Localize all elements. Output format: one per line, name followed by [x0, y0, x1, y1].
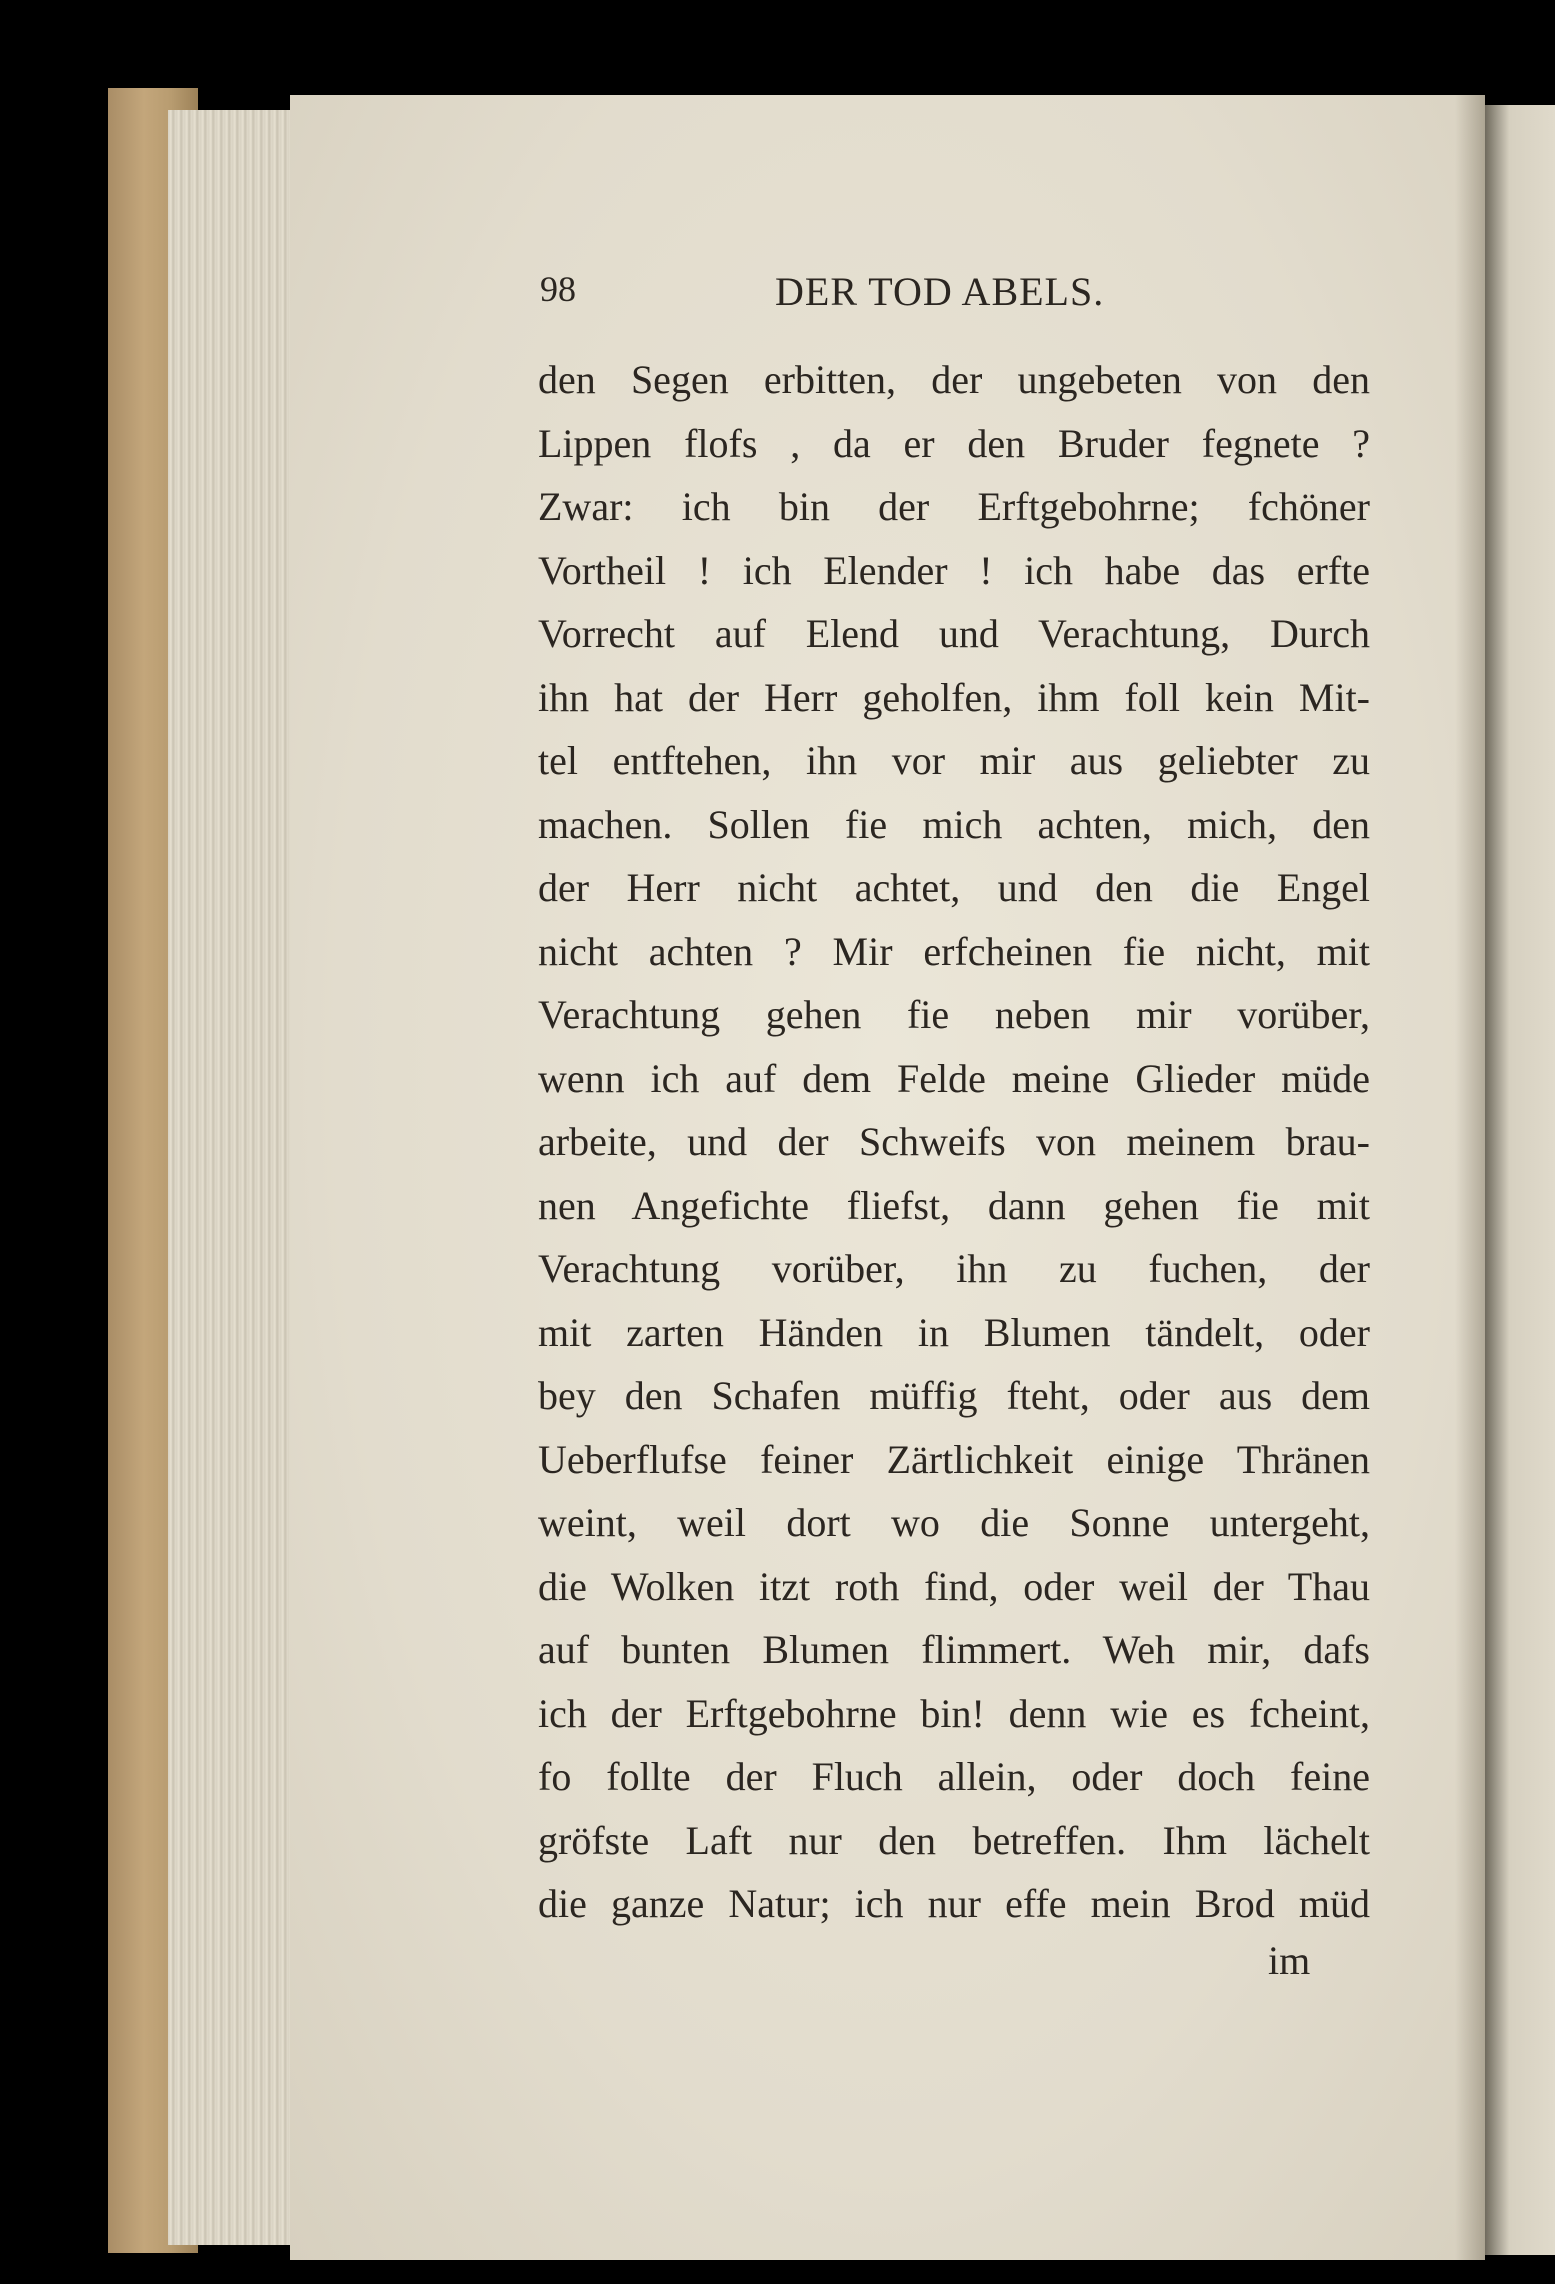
text-line: auf bunten Blumen flimmert. Weh mir, dafs [538, 1627, 1370, 1672]
text-line: nen Angefichte fliefst, dann gehen fie mit [538, 1182, 1370, 1228]
text-line: arbeite, und der Schweifs von meinem brau- [538, 1119, 1370, 1164]
text-line: machen. Sollen fie mich achten, mich, den [538, 801, 1370, 847]
catchword: im [1268, 1938, 1311, 1983]
page-number: 98 [540, 269, 576, 309]
body-text [538, 348, 1370, 1936]
text-line: mit zarten Händen in Blumen tändelt, oder [538, 1309, 1370, 1355]
text-line: wenn ich auf dem Felde meine Glieder müde [538, 1055, 1370, 1101]
text-line: der Herr nicht achtet, und den die Engel [538, 865, 1370, 910]
text-line: Zwar: ich bin der Erftgebohrne; fchöner [538, 484, 1370, 529]
page-header [540, 268, 1170, 328]
text-line: ich der Erftgebohrne bin! denn wie es fcheint, [538, 1690, 1370, 1736]
text-line: weint, weil dort wo die Sonne untergeht, [538, 1500, 1370, 1545]
text-line: Lippen flofs , da er den Bruder fegnete ? [538, 420, 1370, 466]
text-line: die ganze Natur; ich nur effe mein Brod müd [538, 1881, 1370, 1926]
text-line: tel entftehen, ihn vor mir aus geliebter zu [538, 738, 1370, 783]
facing-page-edge [1485, 105, 1555, 2255]
text-line: ihn hat der Herr geholfen, ihm foll kein Mit- [538, 674, 1370, 720]
text-line: Verachtung vorüber, ihn zu fuchen, der [538, 1246, 1370, 1291]
text-line: den Segen erbitten, der ungebeten von den [538, 357, 1370, 402]
page-stack-edge [168, 110, 296, 2245]
page-gutter-shadow [1455, 95, 1485, 2260]
text-line: fo follte der Fluch allein, oder doch feine [538, 1754, 1370, 1799]
text-line: Vortheil ! ich Elender ! ich habe das erfte [538, 547, 1370, 593]
text-line: die Wolken itzt roth find, oder weil der Thau [538, 1563, 1370, 1609]
text-line: nicht achten ? Mir erfcheinen fie nicht, mit [538, 928, 1370, 974]
text-line: Vorrecht auf Elend und Verachtung, Durch [538, 611, 1370, 656]
running-title: DER TOD ABELS. [775, 269, 1105, 314]
text-line: Ueberflufse feiner Zärtlichkeit einige Thränen [538, 1436, 1370, 1482]
text-line: Verachtung gehen fie neben mir vorüber, [538, 992, 1370, 1037]
text-line: gröfste Laft nur den betreffen. Ihm lächelt [538, 1817, 1370, 1863]
text-line: bey den Schafen müffig fteht, oder aus dem [538, 1373, 1370, 1418]
